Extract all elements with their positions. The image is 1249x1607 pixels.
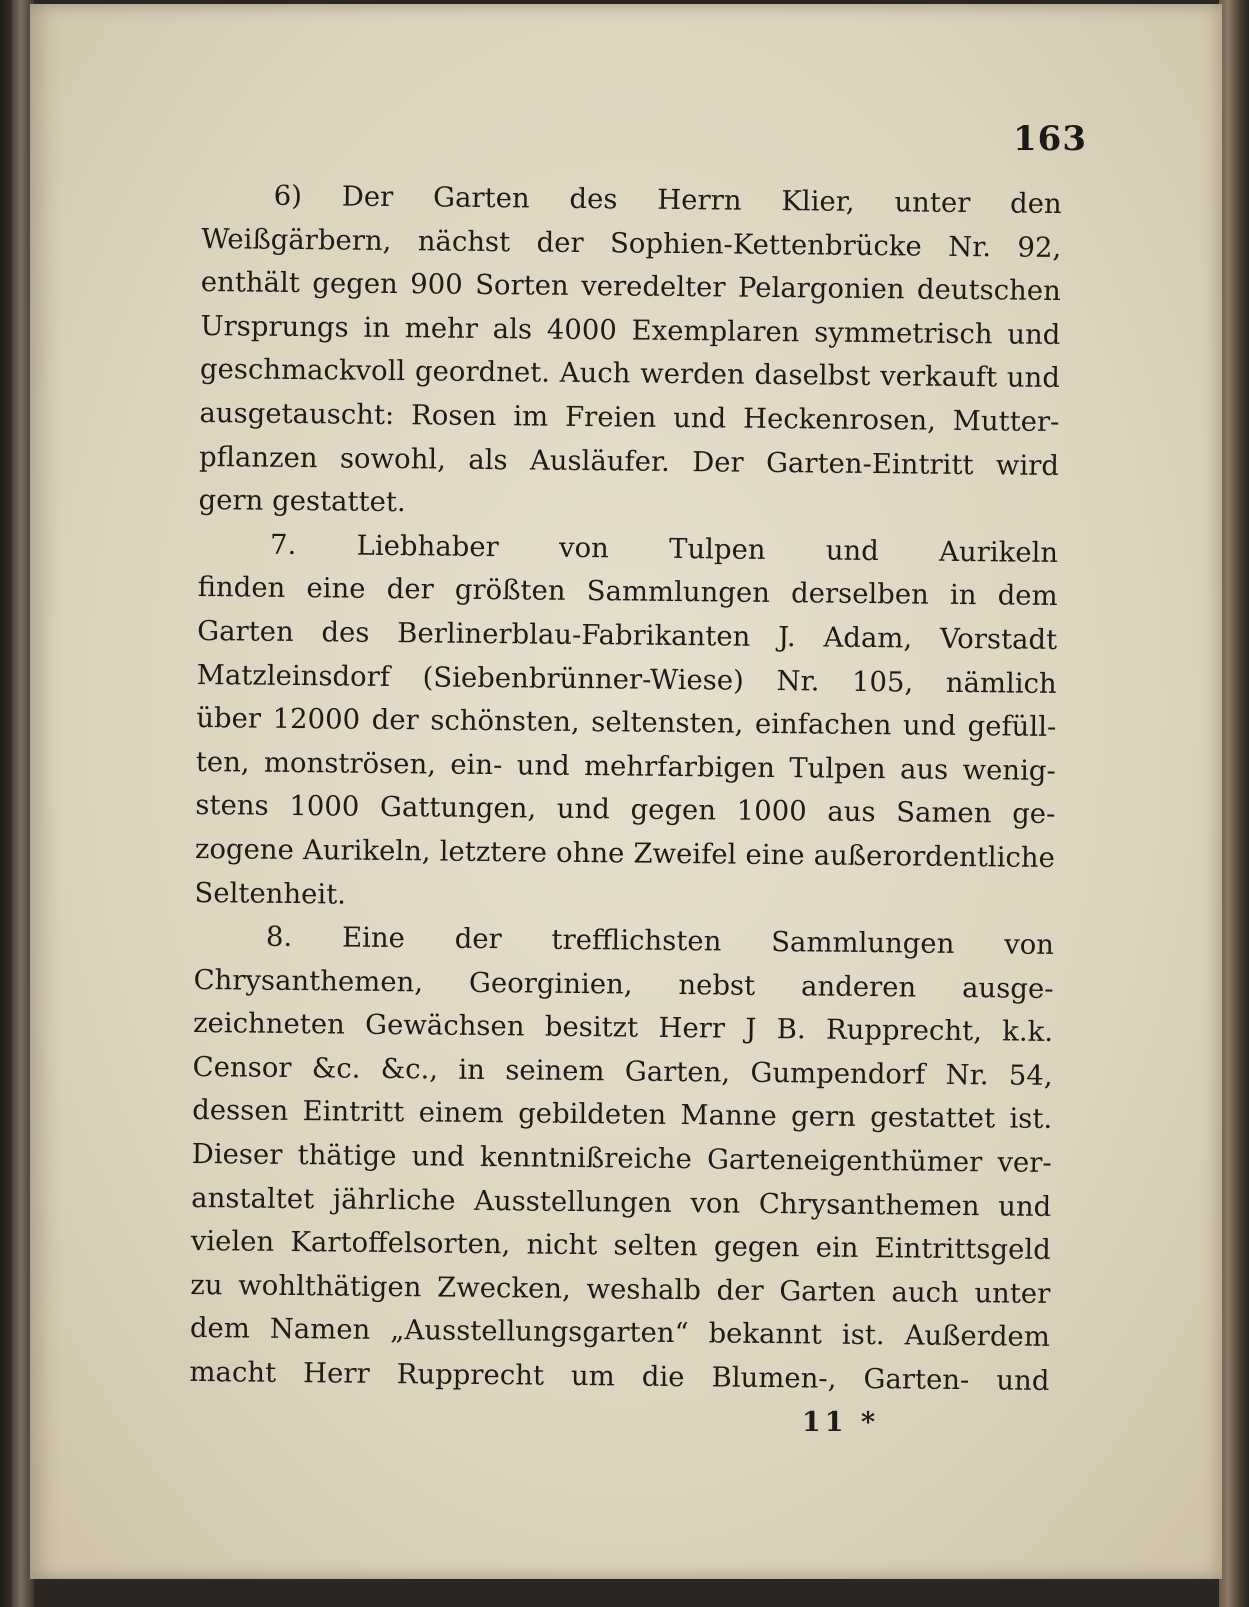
text-line: gern gestattet.	[198, 484, 406, 519]
book-page	[30, 4, 1222, 1579]
text-line: dessen Eintritt einem gebildeten Manne gern gestattet ist.	[192, 1094, 1053, 1136]
text-line: zeichneten Gewächsen besitzt Herr J B. Rupprecht, k.k.	[192, 1007, 1054, 1049]
body-text	[189, 174, 1062, 1404]
text-line: Matzleinsdorf (Siebenbrünner-Wiese) Nr. 105, nämlich	[196, 658, 1057, 700]
text-line: über 12000 der schönsten, seltensten, einfachen und gefüll-	[196, 702, 1057, 744]
text-line: zu wohlthätigen Zwecken, weshalb der Garten auch unter	[190, 1268, 1051, 1310]
text-line: 8. Eine der trefflichsten Sammlungen von	[265, 920, 1055, 962]
book-fore-edge	[1219, 0, 1249, 1607]
page-number: 163	[1013, 119, 1087, 159]
text-line: vielen Kartoffelsorten, nicht selten gegen ein Eintrittsgeld	[190, 1225, 1051, 1267]
text-line: Dieser thätige und kenntnißreiche Garteneigenthümer ver-	[191, 1138, 1052, 1180]
text-line: Censor &c. &c., in seinem Garten, Gumpendorf Nr. 54,	[192, 1050, 1053, 1092]
text-line: macht Herr Rupprecht um die Blumen-, Garten- und	[189, 1355, 1050, 1397]
text-line: geschmackvoll geordnet. Auch werden daselbst verkauft und	[199, 353, 1061, 395]
text-line: Weißgärbern, nächst der Sophien-Kettenbrücke Nr. 92,	[201, 222, 1062, 264]
text-line: zogene Aurikeln, letztere ohne Zweifel eine außerordentliche	[194, 832, 1056, 874]
text-line: anstaltet jährliche Ausstellungen von Chrysanthemen und	[191, 1181, 1052, 1223]
text-line: finden eine der größten Sammlungen derselben in dem	[197, 571, 1058, 613]
text-line: 7. Liebhaber von Tulpen und Aurikeln	[269, 528, 1059, 569]
text-line: Chrysanthemen, Georginien, nebst anderen ausge-	[193, 963, 1054, 1005]
text-line: 6) Der Garten des Herrn Klier, unter den	[273, 179, 1062, 221]
text-line: dem Namen „Ausstellungsgarten“ bekannt ist. Außerdem	[189, 1312, 1051, 1354]
text-line: stens 1000 Gattungen, und gegen 1000 aus Samen ge-	[195, 789, 1056, 831]
text-line: Garten des Berlinerblau-Fabrikanten J. Adam, Vorstadt	[197, 614, 1058, 656]
text-line: Ursprungs in mehr als 4000 Exemplaren symmetrisch und	[200, 309, 1061, 351]
text-line: pflanzen sowohl, als Ausläufer. Der Garten-Eintritt wird	[198, 440, 1060, 482]
text-line: ausgetauscht: Rosen im Freien und Heckenrosen, Mutter-	[199, 396, 1060, 438]
text-line: ten, monströsen, ein- und mehrfarbigen Tulpen aus wenig-	[195, 745, 1056, 787]
text-line: Seltenheit.	[194, 876, 347, 911]
text-line: enthält gegen 900 Sorten veredelter Pelargonien deutschen	[200, 266, 1061, 308]
catchword-signature: 11 *	[802, 1407, 880, 1438]
